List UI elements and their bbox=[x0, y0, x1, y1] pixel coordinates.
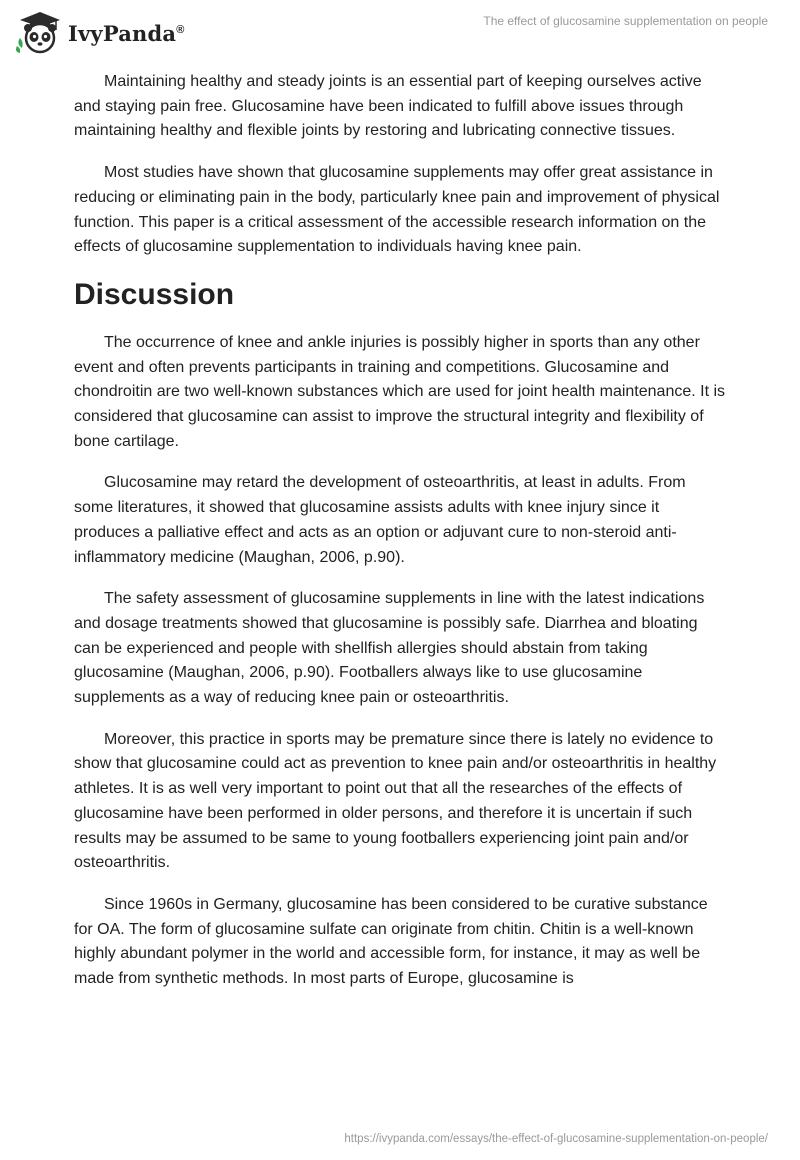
section-heading-discussion: Discussion bbox=[74, 277, 235, 311]
paragraph: Moreover, this practice in sports may be premature since there is lately no evidence to show that glucosamine could act as prevention to knee pain and/or osteoarthritis in healthy athletes. It is as well very important to point out that all the researches of the effects of glucosamine have been performed in older persons, and therefore it is uncertain if such results may be assumed to be same to young footballers experiencing joint pain and/or osteoarthritis. bbox=[74, 730, 717, 872]
paragraph: The occurrence of knee and ankle injuries is possibly higher in sports than any other event and often prevents participants in training and competitions. Glucosamine and chondroitin are two well-known substances which are used for joint health maintenance. It is considered that glucosamine can assist to improve the structural integrity and flexibility of bone cartilage. bbox=[74, 333, 726, 450]
paragraph: Most studies have shown that glucosamine supplements may offer great assistance in reducing or eliminating pain in the body, particularly knee pain and improvement of physical function. This paper is a critical assessment of the accessible research information on the effects of glucosamine supplementation to individuals having knee pain. bbox=[74, 164, 720, 256]
essay-body bbox=[74, 70, 726, 1009]
page-header bbox=[0, 0, 800, 60]
paragraph: Maintaining healthy and steady joints is an essential part of keeping ourselves active and staying pain free. Glucosamine have been indicated to fulfill above issues through maintaining healthy and flexible joints by restoring and lubricating connective tissues. bbox=[74, 73, 702, 140]
ivypanda-logo[interactable] bbox=[14, 8, 185, 54]
brand-name: IvyPanda® bbox=[68, 20, 185, 46]
paragraph: Glucosamine may retard the development of osteoarthritis, at least in adults. From some literatures, it showed that glucosamine assists adults with knee injury since it produces a palliative effect and acts as an option or adjuvant cure to non-steroid anti-inflammatory medicine (Maughan, 2006, p.90). bbox=[74, 474, 686, 566]
paragraph: Since 1960s in Germany, glucosamine has been considered to be curative substance for OA. The form of glucosamine sulfate can originate from chitin. Chitin is a well-known highly abundant polymer in the world and accessible form, for instance, it may as well be made from synthetic methods. In most parts of Europe, glucosamine is bbox=[74, 895, 708, 988]
panda-graduation-icon bbox=[14, 8, 62, 54]
source-url-link[interactable]: https://ivypanda.com/essays/the-effect-of-glucosamine-supplementation-on-people/ bbox=[344, 1133, 768, 1145]
document-title: The effect of glucosamine supplementation on people bbox=[483, 14, 768, 28]
paragraph: The safety assessment of glucosamine supplements in line with the latest indications and dosage treatments showed that glucosamine is possibly safe. Diarrhea and bloating can be experienced and people with shellfish allergies should abstain from taking glucosamine (Maughan, 2006, p.90). Footballers always like to use glucosamine supplements as a way of reducing knee pain or osteoarthritis. bbox=[74, 590, 705, 707]
